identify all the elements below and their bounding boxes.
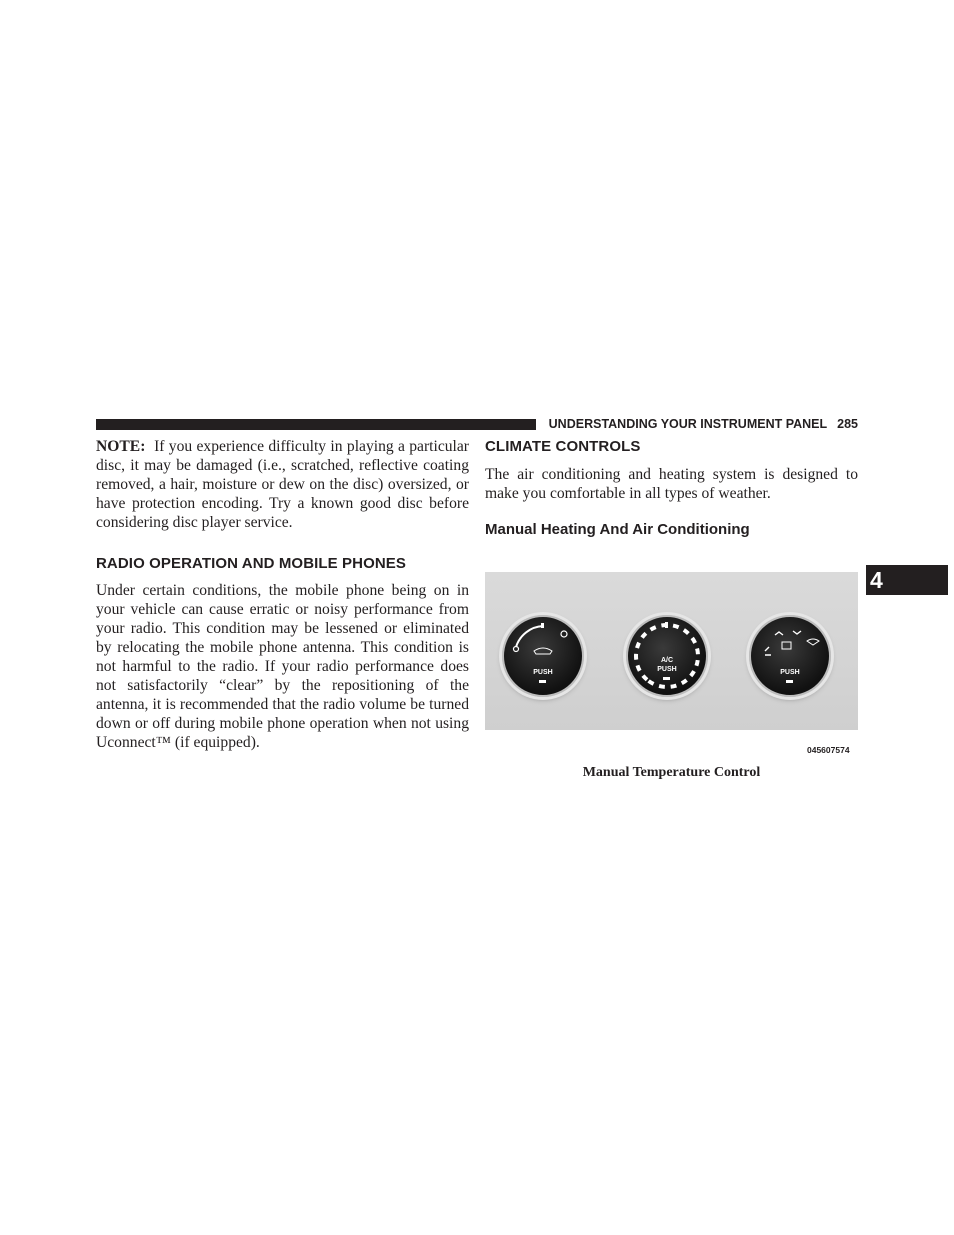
fan-indicator — [539, 680, 546, 683]
climate-heading: CLIMATE CONTROLS — [485, 438, 641, 455]
radio-heading: RADIO OPERATION AND MOBILE PHONES — [96, 554, 406, 572]
mode-indicator — [786, 680, 793, 683]
radio-paragraph: Under certain conditions, the mobile phone being on in your vehicle can cause erratic or noisy performance from your radio. This condition may be lessened or eliminated by relocating the mobile phone antenna. This condition is not harmful to the radio. If your radio performance does not satisfactorily “clear” by the repositioning of the antenna, it is recommended that the radio volume be turned down or off during mobile phone operation when not using Uconnect™ (if equipped). — [96, 582, 469, 751]
climate-control-figure — [485, 572, 858, 730]
note-paragraph — [96, 438, 469, 533]
page-number: 285 — [837, 417, 858, 431]
fan-scale-icon — [504, 617, 582, 695]
figure-caption: Manual Temperature Control — [582, 765, 761, 780]
temperature-scale-icon — [628, 617, 706, 695]
ac-indicator — [663, 677, 670, 680]
section-title: UNDERSTANDING YOUR INSTRUMENT PANEL — [548, 417, 828, 431]
figure-code: 045607574 — [807, 745, 850, 755]
fan-push-label: PUSH — [533, 669, 553, 676]
chapter-tab — [866, 565, 948, 595]
chapter-number: 4 — [870, 567, 883, 593]
mode-icons — [751, 617, 829, 695]
climate-paragraph: The air conditioning and heating system is designed to make you comfortable in all types of weather. — [485, 465, 858, 502]
header-rule — [96, 419, 536, 430]
right-column — [485, 438, 858, 540]
temperature-knob — [626, 615, 708, 697]
running-head — [545, 417, 858, 431]
manual-hvac-subheading: Manual Heating And Air Conditioning — [485, 520, 750, 538]
fan-knob — [502, 615, 584, 697]
mode-knob — [749, 615, 831, 697]
ac-push-label: PUSH — [657, 666, 677, 673]
note-text: If you experience difficulty in playing a particular disc, it may be damaged (i.e., scratched, reflective coating removed, a hair, moisture or dew on the disc) oversized, or have protection encoding. Try a known good disc before considering disc player service. — [96, 438, 469, 531]
ac-label: A/C — [660, 657, 674, 664]
note-label: NOTE: — [96, 438, 146, 455]
mode-push-label: PUSH — [780, 669, 800, 676]
left-column — [96, 438, 469, 753]
